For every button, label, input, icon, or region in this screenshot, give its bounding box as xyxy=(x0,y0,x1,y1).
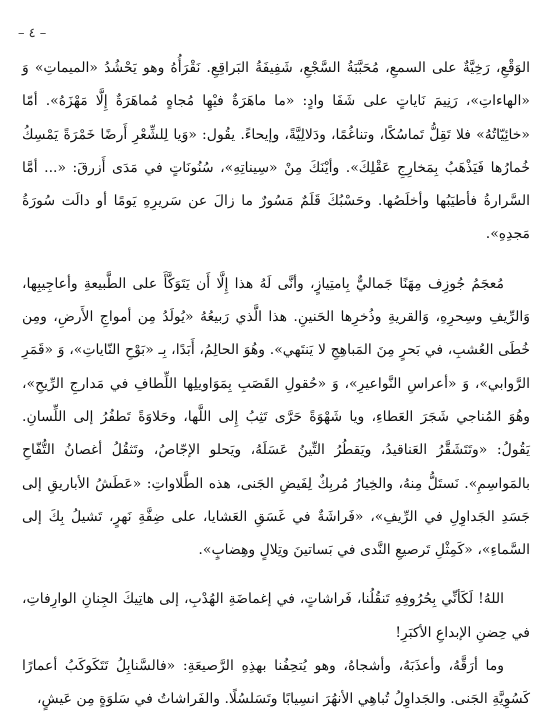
paragraph-3: اللهُ! لَكَأنِّي بِحُرُوفِهِ تَنقُلُنا، فَراشاتٍ، في إغماضَةِ الهُدْبِ، إلى هاتِيكَ الجِنانِ الوارِفاتِ، في حِضنِ الإبداعِ الأكبَرِ! xyxy=(22,591,530,641)
paragraph-2: مُعجَمُ جُوزِف مِهَنًا جَماليٌّ بِامتِيازٍ، وأنَّى لَهُ هذا إِلَّا أَن يَتَوَكَّأَ على الطَّبيعةِ وأعاجِيبِها، وَالرِّيفِ وسِحرِهِ، وَالقريةِ وذُخرِها الحَنينِ. هذا الَّذي رَبيعُهُ «يُولَدُ مِن أمواجِ الأَرضِ، ومِن خُطَى العُشبِ، في بَحرٍ مِنَ المَباهِجِ لا يَنتَهي». وهُوَ الحالِمُ، أَبَدًا، بِـ «بَوْحِ النّاياتِ»، وَ «قَمَرِ الرَّوابي»، وَ «أعراسِ النَّواعيرِ»، وَ «حُقولِ القَصَبِ بِمَوَاويلِها اللِّطافِ في مَدارجِ الرِّيحِ»، وهُوَ المُناجي شَجَرَ العَطاءِ، ويا شَهْوَةً حَرَّى تَثِبُ إِلى اللَّها، وحَلاوَةً تَطفُرُ إلى اللِّسانِ. يَقُولُ: «وتَتَشَقَّرُ العَناقيدُ، ويَقطُرُ التِّينُ عَسَلَهُ، ويَحلو الإجّاصُ، وتَثقُلُ أغصانُ التُّفّاحِ بالمَواسِمِ». نَستَلُّ مِنهُ، والخِيارُ مُربِكٌ لِفَيضِ الجَنى، هذه الطَّلاواتِ: «عَطَشُ الأباريقِ إلى جَسَدِ الجَداوِلِ في الرِّيفِ»، «فَراشَةٌ في غَسَقِ العَشايا، على ضِفَّةِ نَهرٍ، تَشيلُ بِكَ إلى السَّماءِ»، «كَمِثْلِ تَرصيعِ النَّدى في بَساتينَ وتِلالٍ وهِضابٍ». xyxy=(22,275,530,559)
paragraph-4: وما أرَقَّهُ، وأعذَبَهُ، وأشجاهُ، وهو يُتحِفُنا بهذِهِ الرَّصيعَةِ: «فالسَّنابِلُ تَتَكَوكَبُ أعمارًا كَسُوِيَّةِ الجَنى. والجَداوِلُ تُباهِي الأنهُرَ انسِيابًا وتَسَلسُلًا. والفَراشاتُ في سَلوَةٍ مِن عَيشٍ، xyxy=(22,658,530,708)
paragraph-1: الوَقْعِ، رَخِيَّةٌ على السمعِ، مُحَبَّبَةُ السَّجْعِ، شَفِيفَةُ البَراقِعِ. نَقْرَأُهُ وهو يَحْشُدُ «الميماتِ» وَ «الهاءاتِ»، رَنِيمَ نَاياتٍ على شَفَا وادٍ: «ما ماهَرَةٌ فيْهِا مُجاهٍ مُماهَرَةٌ إِلَّا مَهْزَهُ». أمّا «خائِيّاتُهُ» فلا تَقِلُّ تَماسُكًا، وتناغُمًا، ودَلالِيَّةً، وإيحاءً. يقُول: «وَيا لِلشِّعْرِ أَرضًا خَمْرَةً يَمْسِكُ خُمارُها فَيَذْهَبُ بِمَخارِجِ عَقْلِكَ». وأيْنَكَ مِنْ «سِيناتِهِ»، سُنُونَاتٍ في مَدَى أَزرقَ: «... أمَّا السَّرارةُ فأطيَبُها وأخلَصُها. وحَسْبُكَ قَلَمٌ مَسُورٌ ما زالَ عن سَريرِهِ يَومًا أو دالَت سُورَةُ مَجدِهِ». xyxy=(22,60,530,243)
page-body xyxy=(22,52,530,717)
page-number: – ٤ – xyxy=(18,26,47,41)
